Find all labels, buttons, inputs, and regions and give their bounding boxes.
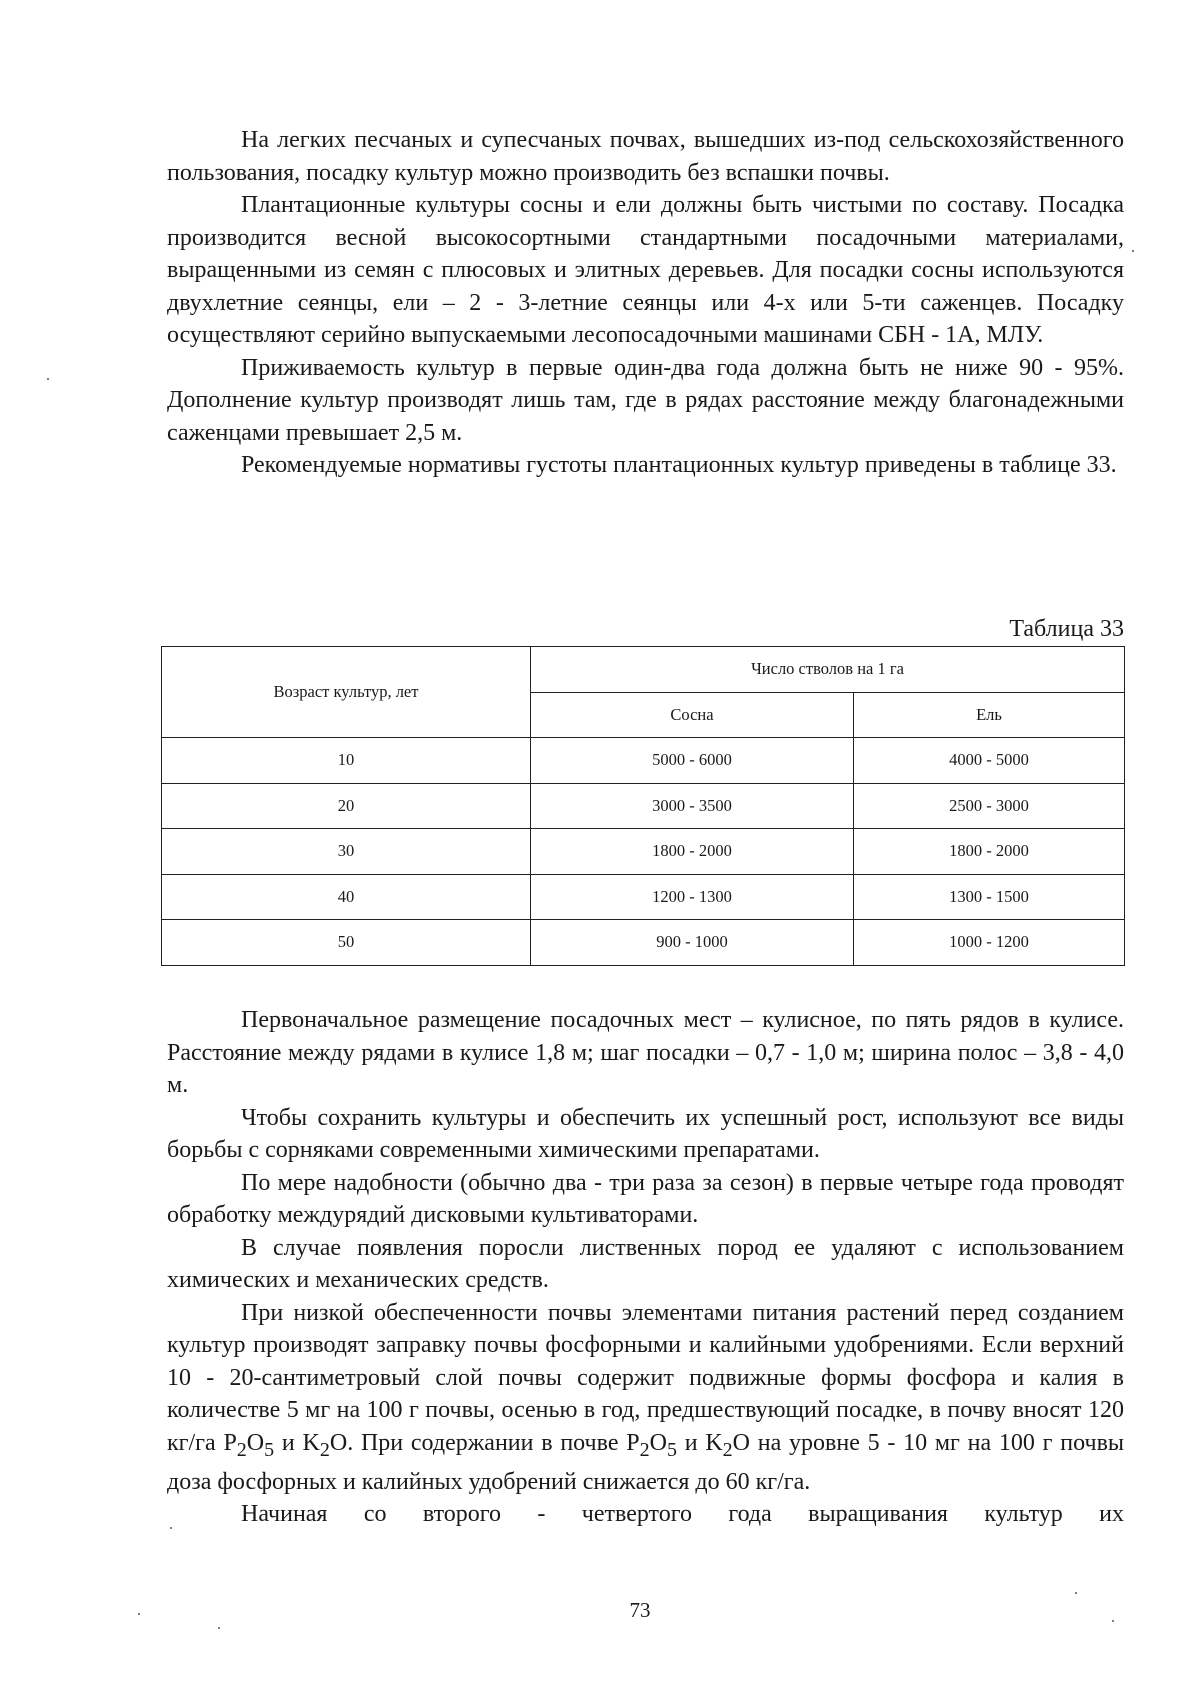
table-header-row xyxy=(162,647,1125,693)
table-row xyxy=(162,829,1125,875)
header-pine: Сосна xyxy=(531,692,854,738)
paragraph: Плантационные культуры сосны и ели должны быть чистыми по составу. Посадка производится весной высокосортными стандартными посадочными материалами, выращенными из семян с плюсовых и элитных деревьев. Для посадки сосны используются двухлетние сеянцы, ели – 2 - 3-летние сеянцы или 4-х или 5-ти саженцев. Посадку осуществляют серийно выпускаемыми лесопосадочными машинами СБН - 1А, МЛУ. xyxy=(167,192,1124,348)
table-row xyxy=(162,920,1125,966)
cell-spruce: 4000 - 5000 xyxy=(854,738,1125,784)
scan-speck xyxy=(218,1627,220,1629)
text-block-top xyxy=(167,124,1124,482)
cell-age: 40 xyxy=(162,874,531,920)
text-run: и xyxy=(274,1429,303,1456)
formula-subscript: 2 xyxy=(236,1438,247,1461)
formula-part: O xyxy=(329,1429,348,1456)
scan-speck xyxy=(170,1527,172,1529)
formula-part: K xyxy=(705,1429,723,1456)
paragraph: Чтобы сохранить культуры и обеспечить их успешный рост, используют все виды борьбы с сорняками современными химическими препаратами. xyxy=(167,1104,1124,1163)
paragraph: Приживаемость культур в первые один-два года должна быть не ниже 90 - 95%. Дополнение культур производят лишь там, где в рядах расстояние между благонадежными саженцами превышает 2,5 м. xyxy=(167,354,1124,446)
cell-pine: 1200 - 1300 xyxy=(531,874,854,920)
cell-age: 50 xyxy=(162,920,531,966)
formula-k2o xyxy=(302,1429,348,1461)
text-run: При низкой обеспеченности почвы элементами питания растений перед созданием культур производят заправку почвы фосфорными и калийными удобрениями. Если верхний 10 - 20-сантиметровый слой почвы содержит подвижные формы фосфора и калия в количестве 5 мг на 100 г почвы, осенью в год, предшествующий посадке, в почву вносят 120 кг/га xyxy=(167,1299,1124,1456)
text-run: . При содержании в почве xyxy=(347,1429,627,1456)
formula-part: K xyxy=(302,1429,320,1456)
cell-spruce: 2500 - 3000 xyxy=(854,783,1125,829)
formula-part: P xyxy=(626,1429,640,1456)
formula-subscript: 2 xyxy=(722,1438,733,1461)
cell-age: 10 xyxy=(162,738,531,784)
formula-k2o xyxy=(705,1429,750,1461)
table-caption: Таблица 33 xyxy=(1009,616,1124,642)
page-number: 73 xyxy=(629,1598,651,1622)
cell-pine: 3000 - 3500 xyxy=(531,783,854,829)
formula-part: O xyxy=(246,1429,265,1456)
cell-age: 30 xyxy=(162,829,531,875)
cell-spruce: 1000 - 1200 xyxy=(854,920,1125,966)
formula-part: O xyxy=(732,1429,750,1456)
scan-speck xyxy=(1075,1592,1077,1594)
formula-p2o5 xyxy=(223,1429,275,1461)
table-row xyxy=(162,874,1125,920)
paragraph: Первоначальное размещение посадочных мест – кулисное, по пять рядов в кулисе. Расстояние между рядами в кулисе 1,8 м; шаг посадки – 0,7 - 1,0 м; ширина полос – 3,8 - 4,0 м. xyxy=(167,1007,1124,1098)
header-spruce: Ель xyxy=(854,692,1125,738)
paragraph: По мере надобности (обычно два - три раза за сезон) в первые четыре года проводят обработку междурядий дисковыми культиваторами. xyxy=(167,1169,1124,1228)
header-trees-per-ha: Число стволов на 1 га xyxy=(531,647,1125,693)
cell-pine: 5000 - 6000 xyxy=(531,738,854,784)
formula-part: O xyxy=(649,1429,667,1456)
cell-pine: 900 - 1000 xyxy=(531,920,854,966)
cell-spruce: 1300 - 1500 xyxy=(854,874,1125,920)
scan-speck xyxy=(1112,1620,1114,1622)
scan-speck xyxy=(47,378,49,380)
paragraph-fertilizer xyxy=(167,1297,1124,1499)
formula-part: P xyxy=(223,1429,237,1456)
formula-subscript: 5 xyxy=(666,1438,677,1461)
formula-p2o5 xyxy=(626,1429,677,1461)
header-age: Возраст культур, лет xyxy=(162,647,531,738)
text-block-bottom xyxy=(167,1004,1124,1531)
text-run: и xyxy=(676,1429,706,1456)
formula-subscript: 2 xyxy=(639,1438,650,1461)
scan-speck xyxy=(1132,250,1134,252)
density-table xyxy=(161,646,1125,966)
cell-age: 20 xyxy=(162,783,531,829)
table-row xyxy=(162,783,1125,829)
cell-pine: 1800 - 2000 xyxy=(531,829,854,875)
formula-subscript: 5 xyxy=(264,1438,275,1461)
paragraph-last-line: Начиная со второго - четвертого года выращивания культур их xyxy=(241,1501,1124,1528)
paragraph: На легких песчаных и супесчаных почвах, вышедших из-под сельскохозяйственного пользования, посадку культур можно производить без вспашки почвы. xyxy=(167,127,1124,186)
table-row xyxy=(162,738,1125,784)
text-run: на уровне 5 - 10 мг на 100 г почвы доза фосфорных и калийных удобрений снижается до 60 кг/га. xyxy=(167,1429,1125,1495)
paragraph: Рекомендуемые нормативы густоты плантационных культур приведены в таблице 33. xyxy=(241,452,1117,478)
cell-spruce: 1800 - 2000 xyxy=(854,829,1125,875)
scan-speck xyxy=(138,1613,140,1615)
formula-subscript: 2 xyxy=(319,1438,330,1461)
paragraph: В случае появления поросли лиственных пород ее удаляют с использованием химических и механических средств. xyxy=(167,1234,1124,1293)
